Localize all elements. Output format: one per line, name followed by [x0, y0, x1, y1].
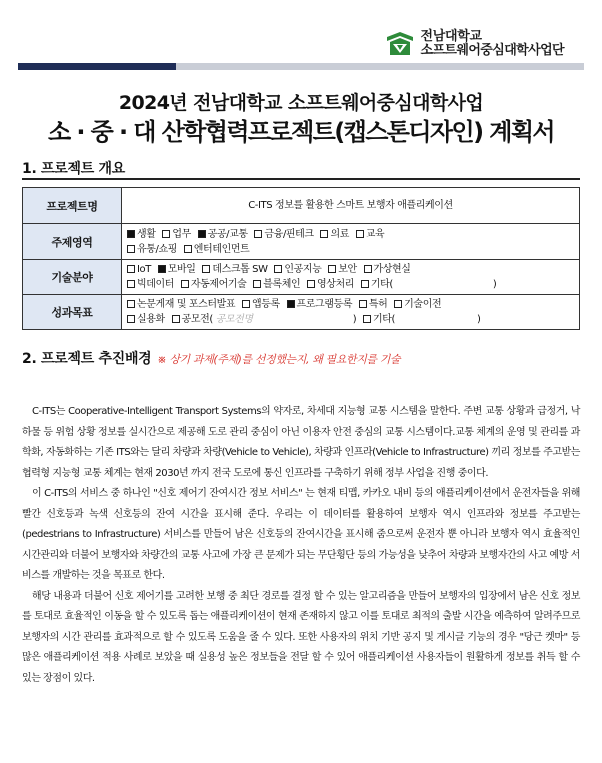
checkbox[interactable]: [184, 245, 192, 253]
option-label: 논문게재 및 포스터발표: [137, 299, 236, 310]
table-row-outcome: [23, 295, 580, 330]
checkbox-checked[interactable]: [287, 300, 295, 308]
label-project-name: 프로젝트명: [23, 188, 122, 224]
tech-option[interactable]: [274, 264, 321, 275]
topic-option[interactable]: [184, 244, 250, 255]
tech-option[interactable]: [181, 279, 247, 290]
topic-option[interactable]: [198, 229, 248, 240]
header-bar-accent: [18, 63, 176, 70]
outcome-option[interactable]: [127, 314, 165, 325]
checkbox[interactable]: [127, 300, 135, 308]
option-label: 실용화: [137, 314, 165, 325]
paren-close: ): [492, 279, 497, 290]
logo-line2: 소프트웨어중심대학사업단: [420, 43, 564, 58]
option-label: 기타(: [372, 314, 396, 325]
label-topic: 주제영역: [23, 224, 122, 260]
table-row-tech: [23, 260, 580, 295]
checkbox[interactable]: [127, 315, 135, 323]
tech-option[interactable]: [127, 264, 151, 275]
checkbox[interactable]: [359, 300, 367, 308]
background-body: [22, 402, 580, 689]
tech-option[interactable]: [328, 264, 357, 275]
option-label: 금융/핀테크: [264, 228, 314, 240]
option-label: 블록체인: [263, 279, 301, 290]
checkbox[interactable]: [320, 230, 328, 238]
outcome-options: [122, 295, 580, 330]
outcome-option-other[interactable]: [363, 314, 481, 325]
checkbox-checked[interactable]: [158, 265, 166, 273]
contest-name-placeholder[interactable]: 공모전명: [215, 314, 253, 325]
option-label: 유통/쇼핑: [137, 243, 178, 255]
logo-mark-icon: [385, 31, 415, 57]
option-label: 공모전(: [181, 314, 213, 325]
checkbox[interactable]: [307, 280, 315, 288]
tech-option[interactable]: [253, 279, 300, 290]
checkbox[interactable]: [364, 265, 372, 273]
topic-option[interactable]: [254, 229, 313, 240]
outcome-option[interactable]: [359, 299, 388, 310]
option-label: 보안: [338, 264, 357, 275]
doc-title-line1: 2024년 전남대학교 소프트웨어중심대학사업: [118, 92, 484, 114]
checkbox-checked[interactable]: [127, 230, 135, 238]
topic-options: [122, 224, 580, 260]
table-row-topic: [23, 224, 580, 260]
checkbox[interactable]: [172, 315, 180, 323]
checkbox[interactable]: [127, 265, 135, 273]
topic-option[interactable]: [162, 229, 191, 240]
checkbox[interactable]: [181, 280, 189, 288]
project-overview-table: [22, 187, 580, 330]
checkbox[interactable]: [328, 265, 336, 273]
section1-heading: 1. 프로젝트 개요: [22, 161, 125, 177]
label-tech: 기술분야: [23, 260, 122, 295]
doc-title-line2: 소 · 중 · 대 산학협력프로젝트(캡스톤디자인) 계획서: [48, 118, 554, 146]
checkbox-checked[interactable]: [198, 230, 206, 238]
option-label: 영상처리: [317, 279, 355, 290]
checkbox[interactable]: [356, 230, 364, 238]
option-label: 공공/교통: [207, 228, 248, 240]
tech-option[interactable]: [307, 279, 354, 290]
paragraph: 해당 내용과 더불어 신호 제어기를 고려한 보행 중 최단 경로를 결정 할 수 있는 알고리즘을 만들어 보행자의 입장에서 남은 신호 정보를 토대로 효율적인 이동을 할 수 있도록 돕는 애플리케이션이 현재 존재하지 않고 이를 토대로 최적의 출발 시간을 예측하여 알려주므로 보행자의 시간 관리를 효과적으로 할 수 있도록 도움을 줄 수 있다. 또한 사용자의 위치 기반 공지 및 게시글 기능의 경우 "당근 켓마" 등 많은 애플리케이션 적용 사례로 보았을 때 실용성 높은 정보들을 전달 할 수 있어 애플리케이션 사용자들이 원활하게 정보를 취득 할 수 있는 장점이 있다.: [22, 590, 580, 684]
header-bar: [18, 63, 584, 70]
paragraph: 이 C-ITS의 서비스 중 하나인 "신호 제어기 잔여시간 정보 서비스" 는 현재 티맵, 카카오 내비 등의 애플리케이션에서 운전자들을 위해 빨간 신호등과 녹색 신호등의 잔여 시간을 표시해 준다. 우리는 이 데이터를 활용하여 보행자 역시 인프라와 정보를 주고받는(pedestrians to Infrastructure) 서비스를 만들어 남은 신호등의 잔여시간을 표시해 줌으로써 운전자 뿐 아니라 보행자 역시 효율적인 시간관리와 더불어 보행자와 차량간의 교통 사고에 가장 큰 문제가 되는 무단횡단 등의 가능성을 낮추어 차량과 보행자간의 사고 예방 서비스를 개발하는 것을 목표로 한다.: [22, 488, 580, 581]
paragraph: C-ITS는 Cooperative-Intelligent Transport Systems의 약자로, 차세대 지능형 교통 시스템을 말한다. 주변 교통 상황과 급정거, 낙하물 등 위험 상황 정보를 실시간으로 제공해 도로 관리 중심이 아닌 이용자 안전 중심의 교통 시스템이다.교통 체계의 운영 및 관리를 과학화, 자동화하는 기존 ITS와는 달리 차량과 차량(Vehicle to Vehicle), 차량과 인프라(Vehicle to Infrastructure) 끼리 정보를 주고받는 협력형 지능형 교통 체계는 현재 2030년 까지 전국 도로에 통신 인프라를 구축하기 위해 정부 사업을 진행 중이다.: [22, 406, 580, 479]
section1-divider: [22, 178, 580, 180]
outcome-option[interactable]: [242, 299, 280, 310]
university-logo: [385, 30, 565, 58]
topic-option[interactable]: [127, 229, 156, 240]
option-label: 엔터테인먼트: [193, 243, 250, 255]
label-outcome: 성과목표: [23, 295, 122, 330]
checkbox[interactable]: [162, 230, 170, 238]
outcome-option[interactable]: [127, 299, 235, 310]
option-label: 빅데이터: [137, 279, 175, 290]
checkbox[interactable]: [363, 315, 371, 323]
section2-heading-text: 2. 프로젝트 추진배경: [22, 351, 152, 367]
option-label: 기타(: [370, 279, 393, 290]
option-label: 자동제어기술: [190, 279, 247, 290]
checkbox[interactable]: [394, 300, 402, 308]
header-bar-rest: [176, 63, 584, 70]
option-label: 데스크톱 SW: [212, 264, 268, 275]
outcome-option[interactable]: [394, 299, 441, 310]
checkbox[interactable]: [242, 300, 250, 308]
checkbox[interactable]: [253, 280, 261, 288]
checkbox[interactable]: [127, 280, 135, 288]
tech-option[interactable]: [202, 264, 267, 275]
outcome-option[interactable]: [287, 299, 353, 310]
logo-line1: 전남대학교: [420, 29, 482, 44]
checkbox[interactable]: [202, 265, 210, 273]
table-row-project-name: [23, 188, 580, 224]
tech-option[interactable]: [127, 279, 174, 290]
option-label: 가상현실: [373, 264, 411, 275]
paren-close: ): [352, 314, 357, 325]
checkbox[interactable]: [127, 245, 135, 253]
option-label: 의료: [330, 228, 350, 240]
tech-option-other[interactable]: [361, 279, 497, 290]
tech-options: [122, 260, 580, 295]
option-label: 인공지능: [284, 264, 322, 275]
option-label: 모바일: [167, 264, 196, 275]
option-label: 프로그램등록: [296, 299, 353, 310]
option-label: 앱등록: [251, 299, 280, 310]
option-label: 기술이전: [404, 299, 442, 310]
tech-option[interactable]: [364, 264, 411, 275]
option-label: 특허: [368, 299, 388, 310]
section2-note: ※ 상기 과제(주제)를 선정했는지, 왜 필요한지를 기술: [157, 353, 401, 366]
option-label: 업무: [172, 228, 191, 240]
checkbox[interactable]: [274, 265, 282, 273]
section2-heading: [22, 348, 400, 368]
tech-option[interactable]: [158, 264, 196, 275]
value-project-name: C-ITS 정보를 활용한 스마트 보행자 애플리케이션: [122, 188, 580, 224]
topic-option[interactable]: [127, 244, 177, 255]
checkbox[interactable]: [254, 230, 262, 238]
topic-option[interactable]: [356, 229, 385, 240]
option-label: IoT: [137, 264, 151, 275]
option-label: 생활: [137, 228, 156, 240]
topic-option[interactable]: [320, 229, 349, 240]
paren-close: ): [477, 314, 481, 325]
outcome-option-contest[interactable]: [172, 314, 357, 325]
checkbox[interactable]: [361, 280, 369, 288]
option-label: 교육: [365, 228, 385, 240]
